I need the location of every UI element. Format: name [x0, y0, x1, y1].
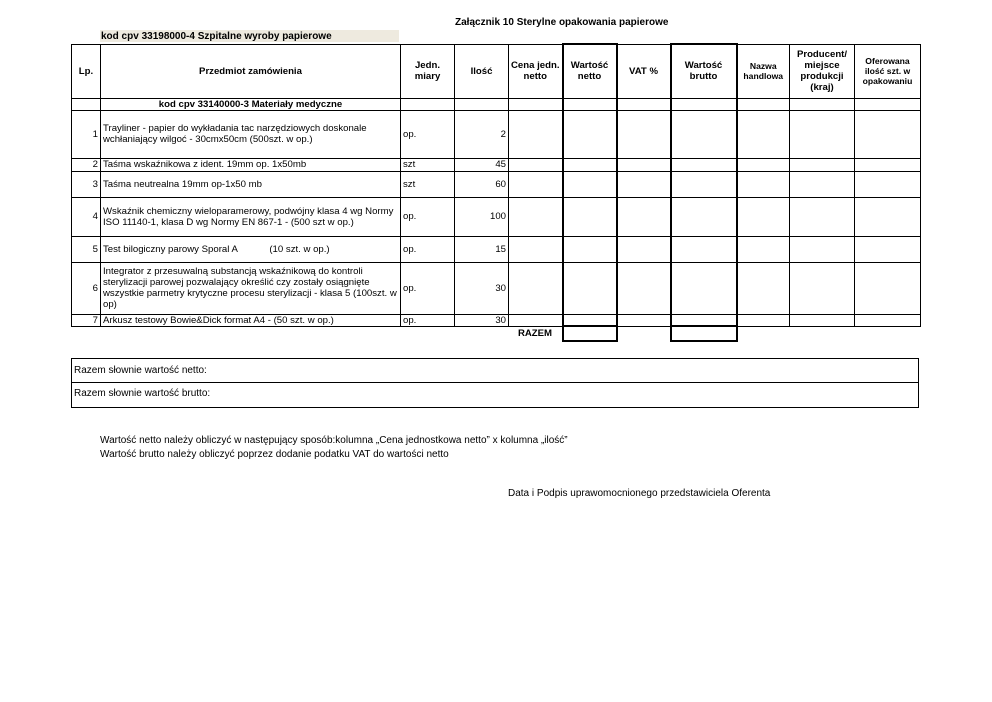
- row-unit: szt: [401, 171, 455, 197]
- row-qty: 2: [455, 110, 509, 158]
- page-title: Załącznik 10 Sterylne opakowania papierowe: [455, 17, 669, 28]
- row-gross-value[interactable]: [671, 171, 737, 197]
- row-gross-value[interactable]: [671, 314, 737, 326]
- gross-formula-note: Wartość brutto należy obliczyć poprzez dodanie podatku VAT do wartości netto: [100, 449, 449, 460]
- row-item: Test bilogiczny parowy Sporal A (10 szt. w op.): [101, 236, 401, 262]
- row-lp: 5: [72, 236, 101, 262]
- row-qty: 30: [455, 314, 509, 326]
- row-unit-price[interactable]: [509, 158, 563, 171]
- row-offered-qty[interactable]: [855, 197, 921, 236]
- table-row: [72, 171, 921, 197]
- cpv-section-label: kod cpv 33140000-3 Materiały medyczne: [101, 98, 401, 110]
- order-table: [71, 43, 921, 342]
- net-value-in-words[interactable]: Razem słownie wartość netto:: [72, 359, 918, 383]
- row-unit: op.: [401, 236, 455, 262]
- header-trade-name: Nazwa handlowa: [737, 44, 790, 98]
- row-net-value[interactable]: [563, 158, 617, 171]
- table-row: [72, 236, 921, 262]
- total-row: [72, 326, 921, 341]
- row-vat[interactable]: [617, 314, 671, 326]
- cpv-section-row: [72, 98, 921, 110]
- table-header-row: [72, 44, 921, 98]
- row-trade-name[interactable]: [737, 158, 790, 171]
- header-lp: Lp.: [72, 44, 101, 98]
- row-item: Integrator z przesuwalną substancją wskaźnikową do kontroli sterylizacji parowej pozwalający określić czy zostały osiągnięte wszystkie parmetry krytyczne procesu sterylizacji - klasa 5 (100szt. w op): [101, 262, 401, 314]
- row-unit-price[interactable]: [509, 236, 563, 262]
- row-vat[interactable]: [617, 197, 671, 236]
- row-qty: 100: [455, 197, 509, 236]
- total-gross-value[interactable]: [671, 326, 737, 341]
- row-unit: op.: [401, 262, 455, 314]
- header-vat: VAT %: [617, 44, 671, 98]
- row-qty: 30: [455, 262, 509, 314]
- row-vat[interactable]: [617, 158, 671, 171]
- row-qty: 60: [455, 171, 509, 197]
- row-vat[interactable]: [617, 110, 671, 158]
- header-producer: Producent/ miejsce produkcji (kraj): [790, 44, 855, 98]
- row-producer[interactable]: [790, 158, 855, 171]
- table-row: [72, 262, 921, 314]
- row-qty: 15: [455, 236, 509, 262]
- row-lp: 2: [72, 158, 101, 171]
- row-net-value[interactable]: [563, 197, 617, 236]
- signature-label: Data i Podpis uprawomocnionego przedstawiciela Oferenta: [508, 488, 771, 499]
- row-net-value[interactable]: [563, 110, 617, 158]
- header-unit-price: Cena jedn. netto: [509, 44, 563, 98]
- header-offered-qty: Oferowana ilość szt. w opakowaniu: [855, 44, 921, 98]
- row-item: Wskaźnik chemiczny wieloparamerowy, podwójny klasa 4 wg Normy ISO 11140-1, klasa D wg Normy EN 867-1 - (500 szt w op.): [101, 197, 401, 236]
- header-gross-value: Wartość brutto: [671, 44, 737, 98]
- row-trade-name[interactable]: [737, 110, 790, 158]
- row-net-value[interactable]: [563, 236, 617, 262]
- row-producer[interactable]: [790, 110, 855, 158]
- row-unit-price[interactable]: [509, 197, 563, 236]
- row-item: Taśma wskaźnikowa z ident. 19mm op. 1x50mb: [101, 158, 401, 171]
- row-lp: 3: [72, 171, 101, 197]
- net-formula-note: Wartość netto należy obliczyć w następujący sposób:kolumna „Cena jednostkowa netto” x kolumna „ilość”: [100, 435, 568, 446]
- row-offered-qty[interactable]: [855, 110, 921, 158]
- header-unit: Jedn. miary: [401, 44, 455, 98]
- total-net-value[interactable]: [563, 326, 617, 341]
- cpv-code-label: kod cpv 33198000-4 Szpitalne wyroby papierowe: [100, 30, 399, 42]
- row-unit: szt: [401, 158, 455, 171]
- row-unit: op.: [401, 110, 455, 158]
- row-net-value[interactable]: [563, 314, 617, 326]
- total-label: RAZEM: [517, 328, 553, 340]
- row-unit-price[interactable]: [509, 110, 563, 158]
- header-net-value: Wartość netto: [563, 44, 617, 98]
- row-lp: 4: [72, 197, 101, 236]
- table-row: [72, 314, 921, 326]
- row-trade-name[interactable]: [737, 171, 790, 197]
- row-offered-qty[interactable]: [855, 262, 921, 314]
- summary-box: [71, 358, 919, 408]
- row-gross-value[interactable]: [671, 236, 737, 262]
- table-row: [72, 158, 921, 171]
- row-offered-qty[interactable]: [855, 171, 921, 197]
- row-producer[interactable]: [790, 197, 855, 236]
- row-producer[interactable]: [790, 262, 855, 314]
- row-unit: op.: [401, 314, 455, 326]
- row-item: Arkusz testowy Bowie&Dick format A4 - (50 szt. w op.): [101, 314, 401, 326]
- row-unit-price[interactable]: [509, 314, 563, 326]
- row-unit: op.: [401, 197, 455, 236]
- row-producer[interactable]: [790, 236, 855, 262]
- table-row: [72, 110, 921, 158]
- row-offered-qty[interactable]: [855, 314, 921, 326]
- row-net-value[interactable]: [563, 262, 617, 314]
- gross-value-in-words[interactable]: Razem słownie wartość brutto:: [74, 388, 211, 399]
- row-item: Trayliner - papier do wykładania tac narzędziowych doskonale wchłaniający wilgoć - 30cmx50cm (500szt. w op.): [101, 110, 401, 158]
- row-gross-value[interactable]: [671, 197, 737, 236]
- row-lp: 6: [72, 262, 101, 314]
- row-item: Taśma neutrealna 19mm op-1x50 mb: [101, 171, 401, 197]
- row-gross-value[interactable]: [671, 110, 737, 158]
- row-producer[interactable]: [790, 171, 855, 197]
- header-item: Przedmiot zamówienia: [101, 44, 401, 98]
- header-qty: Ilość: [455, 44, 509, 98]
- table-row: [72, 197, 921, 236]
- row-trade-name[interactable]: [737, 236, 790, 262]
- row-vat[interactable]: [617, 262, 671, 314]
- row-trade-name[interactable]: [737, 262, 790, 314]
- row-trade-name[interactable]: [737, 314, 790, 326]
- row-gross-value[interactable]: [671, 158, 737, 171]
- row-trade-name[interactable]: [737, 197, 790, 236]
- row-vat[interactable]: [617, 236, 671, 262]
- row-unit-price[interactable]: [509, 262, 563, 314]
- row-producer[interactable]: [790, 314, 855, 326]
- row-offered-qty[interactable]: [855, 236, 921, 262]
- row-gross-value[interactable]: [671, 262, 737, 314]
- row-lp: 1: [72, 110, 101, 158]
- row-vat[interactable]: [617, 171, 671, 197]
- row-offered-qty[interactable]: [855, 158, 921, 171]
- row-net-value[interactable]: [563, 171, 617, 197]
- row-lp: 7: [72, 314, 101, 326]
- row-qty: 45: [455, 158, 509, 171]
- row-unit-price[interactable]: [509, 171, 563, 197]
